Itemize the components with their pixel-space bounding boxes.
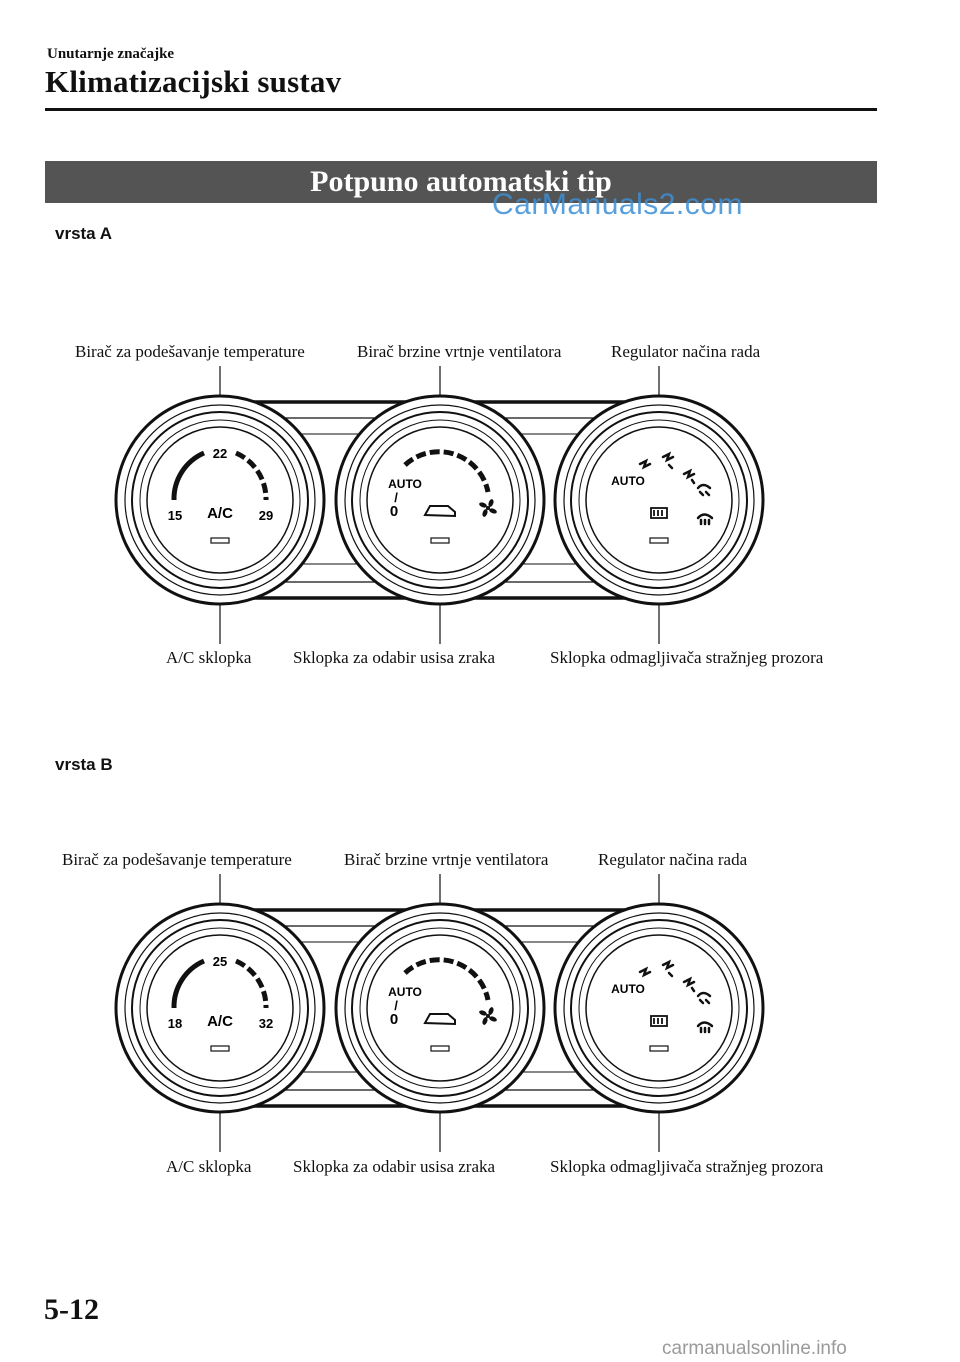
temp-mid-label: 25: [212, 954, 228, 969]
label-fan-dial-b: Birač brzine vrtnje ventilatora: [344, 850, 549, 869]
temp-max-label: 29: [258, 508, 274, 523]
fan-slash-label: /: [394, 490, 398, 505]
mode-auto-label: AUTO: [611, 982, 645, 996]
temp-min-label: 15: [167, 508, 183, 523]
fan-slash-label: /: [394, 998, 398, 1013]
mode-auto-label: AUTO: [611, 474, 645, 488]
label-defrost-switch-a: Sklopka odmagljivača stražnjeg prozora: [550, 648, 824, 667]
label-mode-dial-a: Regulator načina rada: [611, 342, 761, 361]
variant-b-label: vrsta B: [55, 755, 113, 774]
label-intake-switch-b: Sklopka za odabir usisa zraka: [293, 1157, 496, 1176]
label-temp-dial-a: Birač za podešavanje temperature: [75, 342, 305, 361]
label-ac-switch-b: A/C sklopka: [166, 1157, 252, 1176]
fan-dial-a[interactable]: [336, 396, 544, 604]
label-mode-dial-b: Regulator načina rada: [598, 850, 748, 869]
label-fan-dial-a: Birač brzine vrtnje ventilatora: [357, 342, 562, 361]
ac-label: A/C: [207, 1013, 233, 1030]
fan-auto-label: AUTO: [388, 985, 422, 999]
label-ac-switch-a: A/C sklopka: [166, 648, 252, 667]
page-title: Klimatizacijski sustav: [45, 64, 342, 99]
fan-off-label: 0: [389, 1011, 399, 1028]
climate-panel-a: [0, 360, 960, 650]
label-temp-dial-b: Birač za podešavanje temperature: [62, 850, 292, 869]
fan-auto-label: AUTO: [388, 477, 422, 491]
fan-dial-b[interactable]: [336, 904, 544, 1112]
temperature-dial-a[interactable]: [116, 396, 324, 604]
page-number: 5-12: [44, 1293, 99, 1326]
footer-watermark: carmanualsonline.info: [662, 1338, 847, 1359]
label-intake-switch-a: Sklopka za odabir usisa zraka: [293, 648, 496, 667]
temp-max-label: 32: [258, 1016, 274, 1031]
fan-off-label: 0: [389, 503, 399, 520]
temperature-dial-b[interactable]: [116, 904, 324, 1112]
mode-dial-a[interactable]: [555, 396, 763, 604]
variant-a-label: vrsta A: [55, 224, 113, 243]
temp-mid-label: 22: [212, 446, 228, 461]
section-banner: Potpuno automatski tip: [45, 161, 877, 203]
temp-min-label: 18: [167, 1016, 183, 1031]
label-defrost-switch-b: Sklopka odmagljivača stražnjeg prozora: [550, 1157, 824, 1176]
ac-label: A/C: [207, 505, 233, 522]
climate-panel-b: [0, 868, 960, 1158]
watermark-top: CarManuals2.com: [492, 188, 743, 221]
title-rule: [45, 108, 877, 111]
chapter-name: Unutarnje značajke: [47, 46, 175, 62]
mode-dial-b[interactable]: [555, 904, 763, 1112]
